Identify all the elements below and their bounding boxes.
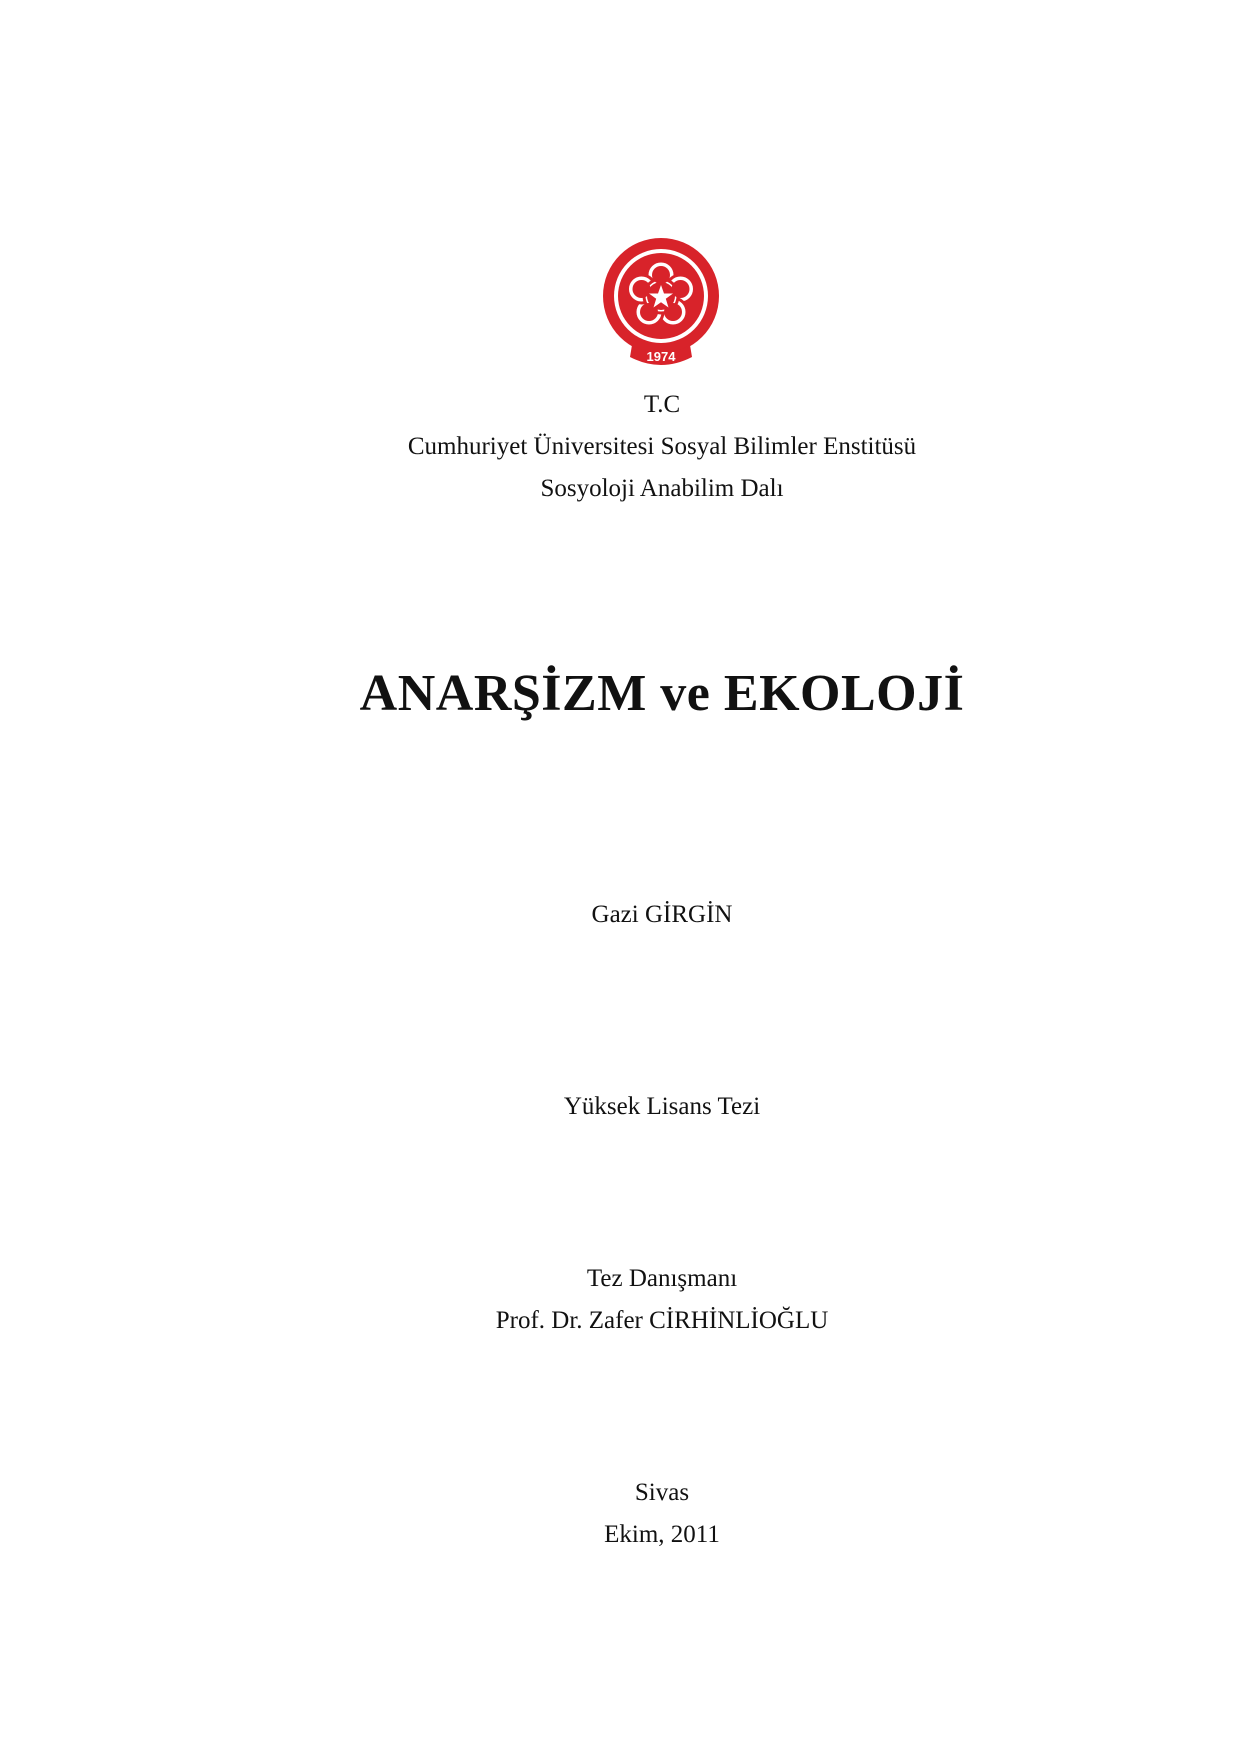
seal-year: 1974 <box>646 349 676 364</box>
date: Ekim, 2011 <box>604 1521 720 1548</box>
degree-type: Yüksek Lisans Tezi <box>563 1093 761 1120</box>
thesis-title: ANARŞİZM ve EKOLOJİ <box>359 665 965 722</box>
header-line-institute: Cumhuriyet Üniversitesi Sosyal Bilimler Enstitüsü <box>407 433 917 460</box>
header-line-department: Sosyoloji Anabilim Dalı <box>540 475 784 502</box>
advisor-label: Tez Danışmanı <box>586 1265 738 1292</box>
advisor-name: Prof. Dr. Zafer CİRHİNLİOĞLU <box>495 1307 829 1334</box>
university-seal-icon <box>594 233 728 367</box>
place: Sivas <box>634 1479 690 1506</box>
author-name: Gazi GİRGİN <box>591 901 733 928</box>
header-line-country: T.C <box>643 391 681 418</box>
